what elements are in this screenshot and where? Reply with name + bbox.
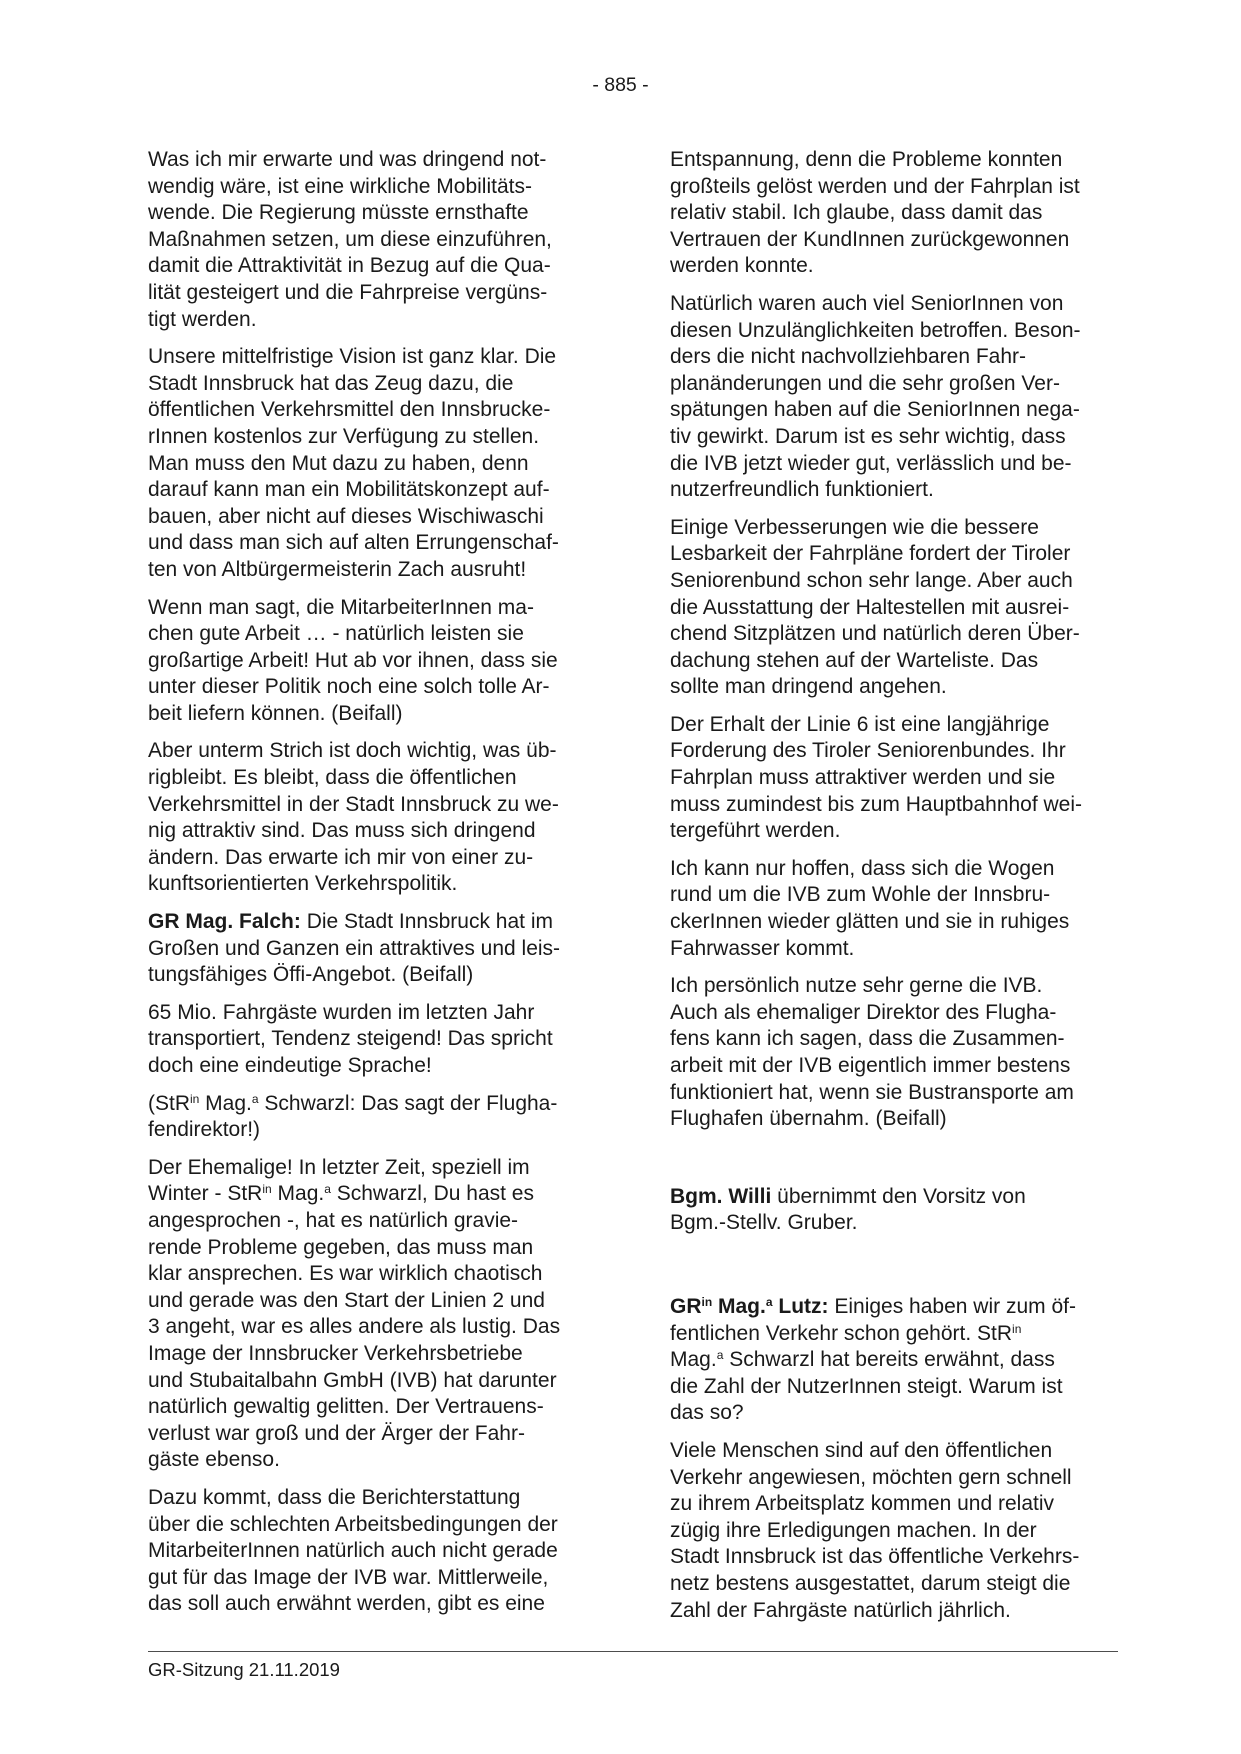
paragraph-text: Wenn man sagt, die MitarbeiterInnen ma- chen gute Arbeit … - natürlich leisten sie großartige Arbeit! Hut ab vor ihnen, dass sie unter dieser Politik noch eine solch tolle Ar- beit liefern können. (Beifall) xyxy=(148,595,558,725)
paragraph-text: Natürlich waren auch viel SeniorInnen von diesen Unzulänglichkeiten betroffen. Beson- ders die nicht nachvollziehbaren Fahr- planänderungen und die sehr großen Ver- spätungen haben auf die SeniorInnen nega- tiv gewirkt. Darum ist es sehr wichtig, dass die IVB jetzt wieder gut, verlässlich und be- nutzerfreundlich funktioniert. xyxy=(670,291,1081,502)
superscript: in xyxy=(262,1182,272,1197)
speaker-name: GR Mag. Falch: xyxy=(148,910,301,934)
paragraph xyxy=(670,1438,1122,1624)
paragraph xyxy=(148,1485,600,1618)
superscript: a xyxy=(324,1182,331,1197)
paragraph-text: Der Ehemalige! In letzter Zeit, speziell im Winter - StR xyxy=(148,1155,530,1206)
speaker-part: GR xyxy=(670,1294,702,1318)
left-column xyxy=(148,147,600,1629)
paragraph-text: Dazu kommt, dass die Berichterstattung über die schlechten Arbeitsbedingungen der MitarbeiterInnen natürlich auch nicht gerade gut für das Image der IVB war. Mittlerweile, das soll auch erwähnt werden, gibt es eine xyxy=(148,1485,558,1616)
note-text: übernimmt den Vorsitz von Bgm.-Stellv. Gruber. xyxy=(670,1184,1026,1235)
superscript: a xyxy=(765,1294,773,1309)
paragraph xyxy=(670,291,1122,504)
paragraph xyxy=(670,515,1122,701)
speech-text: Die Stadt Innsbruck hat im Großen und Ganzen ein attraktives und leis- tungsfähiges Öffi-Angebot. (Beifall) xyxy=(148,910,561,987)
interjection-text: Schwarzl: Das sagt der Flugha- fendirektor!) xyxy=(148,1091,558,1142)
paragraph-text: Ich persönlich nutze sehr gerne die IVB. Auch als ehemaliger Direktor des Flugha- fens kann ich sagen, dass die Zusammen- arbeit mit der IVB eigentlich immer bestens funktioniert hat, wenn sie Bustransporte am Flughafen übernahm. (Beifall) xyxy=(670,974,1074,1131)
interjection-text: Mag. xyxy=(199,1091,252,1115)
paragraph xyxy=(148,344,600,583)
paragraph xyxy=(670,856,1122,962)
paragraph xyxy=(148,738,600,898)
paragraph-text: Entspannung, denn die Probleme konnten großteils gelöst werden und der Fahrplan ist relativ stabil. Ich glaube, dass damit das Vertrauen der KundInnen zurückgewonnen werden konnte. xyxy=(670,148,1080,278)
paragraph xyxy=(148,1000,600,1080)
paragraph-text: Ich kann nur hoffen, dass sich die Wogen rund um die IVB zum Wohle der Innsbru- ckerInnen wieder glätten und sie in ruhiges Fahrwasser kommt. xyxy=(670,856,1070,960)
footer-divider xyxy=(148,1651,1118,1652)
speaker-name xyxy=(670,1295,829,1318)
speech-paragraph xyxy=(148,909,600,989)
right-column xyxy=(670,147,1122,1635)
paragraph xyxy=(670,712,1122,845)
spacer xyxy=(670,1144,1122,1184)
paragraph xyxy=(670,147,1122,280)
superscript: a xyxy=(716,1348,724,1363)
speech-text: Einiges haben wir zum öf- fentlichen Verkehr schon gehört. StR xyxy=(670,1294,1076,1345)
paragraph xyxy=(148,595,600,728)
speaker-name: Bgm. Willi xyxy=(670,1184,772,1208)
page-number: - 885 - xyxy=(592,74,649,96)
paragraph xyxy=(148,147,600,333)
paragraph-text: Der Erhalt der Linie 6 ist eine langjährige Forderung des Tiroler Seniorenbundes. Ihr Fahrplan muss attraktiver werden und sie muss zumindest bis zum Hauptbahnhof wei- tergeführt werden. xyxy=(670,712,1083,843)
paragraph-text: Was ich mir erwarte und was dringend not- wendig wäre, ist eine wirkliche Mobilitäts- wende. Die Regierung müsste ernsthafte Maßnahmen setzen, um diese einzuführen, damit die Attraktivität in Bezug auf die Qua- lität gesteigert und die Fahrpreise vergüns- tigt werden. xyxy=(148,148,552,331)
interjection xyxy=(148,1091,600,1144)
footer-session-date: GR-Sitzung 21.11.2019 xyxy=(148,1659,340,1680)
paragraph xyxy=(670,973,1122,1133)
superscript: in xyxy=(1012,1321,1022,1336)
speaker-part: Lutz: xyxy=(772,1294,829,1318)
paragraph-text: Viele Menschen sind auf den öffentlichen Verkehr angewiesen, möchten gern schnell zu ihrem Arbeitsplatz kommen und relativ zügig ihre Erledigungen machen. In der Stadt Innsbruck ist das öffentliche Verkehrs- netz bestens ausgestattet, darum steigt die Zahl der Fahrgäste natürlich jährlich. xyxy=(670,1438,1080,1622)
paragraph-text: Aber unterm Strich ist doch wichtig, was üb- rigbleibt. Es bleibt, dass die öffentlichen Verkehrsmittel in der Stadt Innsbruck zu we- nig attraktiv sind. Das muss sich dringend ändern. Das erwarte ich mir von einer zu- kunftsorientierten Verkehrspolitik. xyxy=(148,739,559,896)
chair-change-note xyxy=(670,1184,1122,1237)
speaker-part: Mag. xyxy=(712,1294,766,1318)
paragraph-text: Schwarzl, Du hast es angesprochen -, hat es natürlich gravie- rende Probleme gegeben, das muss man klar ansprechen. Es war wirklich chaotisch und gerade was den Start der Linien 2 und 3 angeht, war es alles andere als lustig. Das Image der Innsbrucker Verkehrsbetriebe und Stubaitalbahn GmbH (IVB) hat darunter natürlich gewaltig gelitten. Der Vertrauens- verlust war groß und der Ärger der Fahr- gäste ebenso. xyxy=(148,1182,561,1472)
paragraph xyxy=(148,1155,600,1474)
superscript: a xyxy=(251,1091,259,1106)
superscript: in xyxy=(701,1294,713,1309)
paragraph-text: Mag. xyxy=(271,1182,325,1206)
superscript: in xyxy=(190,1091,200,1106)
interjection-text: (StR xyxy=(148,1091,190,1115)
speech-text: Mag. xyxy=(670,1348,717,1372)
speech-paragraph xyxy=(670,1294,1122,1427)
spacer xyxy=(670,1248,1122,1294)
paragraph-text: Unsere mittelfristige Vision ist ganz klar. Die Stadt Innsbruck hat das Zeug dazu, die öffentlichen Verkehrsmittel den Innsbrucke- rInnen kostenlos zur Verfügung zu stellen. Man muss den Mut dazu zu haben, denn darauf kann man ein Mobilitätskonzept auf- bauen, aber nicht auf dieses Wischiwaschi und dass man sich auf alten Errungenschaf- ten von Altbürgermeisterin Zach ausruht! xyxy=(148,345,559,581)
speech-text: Schwarzl hat bereits erwähnt, dass die Zahl der NutzerInnen steigt. Warum ist das so? xyxy=(670,1348,1063,1425)
paragraph-text: Einige Verbesserungen wie die bessere Lesbarkeit der Fahrpläne fordert der Tiroler Seniorenbund schon sehr lange. Aber auch die Ausstattung der Haltestellen mit ausrei- chend Sitzplätzen und natürlich deren Über- dachung stehen auf der Warteliste. Das sollte man dringend angehen. xyxy=(670,515,1080,699)
paragraph-text: 65 Mio. Fahrgäste wurden im letzten Jahr transportiert, Tendenz steigend! Das spricht doch eine eindeutige Sprache! xyxy=(148,1000,553,1077)
